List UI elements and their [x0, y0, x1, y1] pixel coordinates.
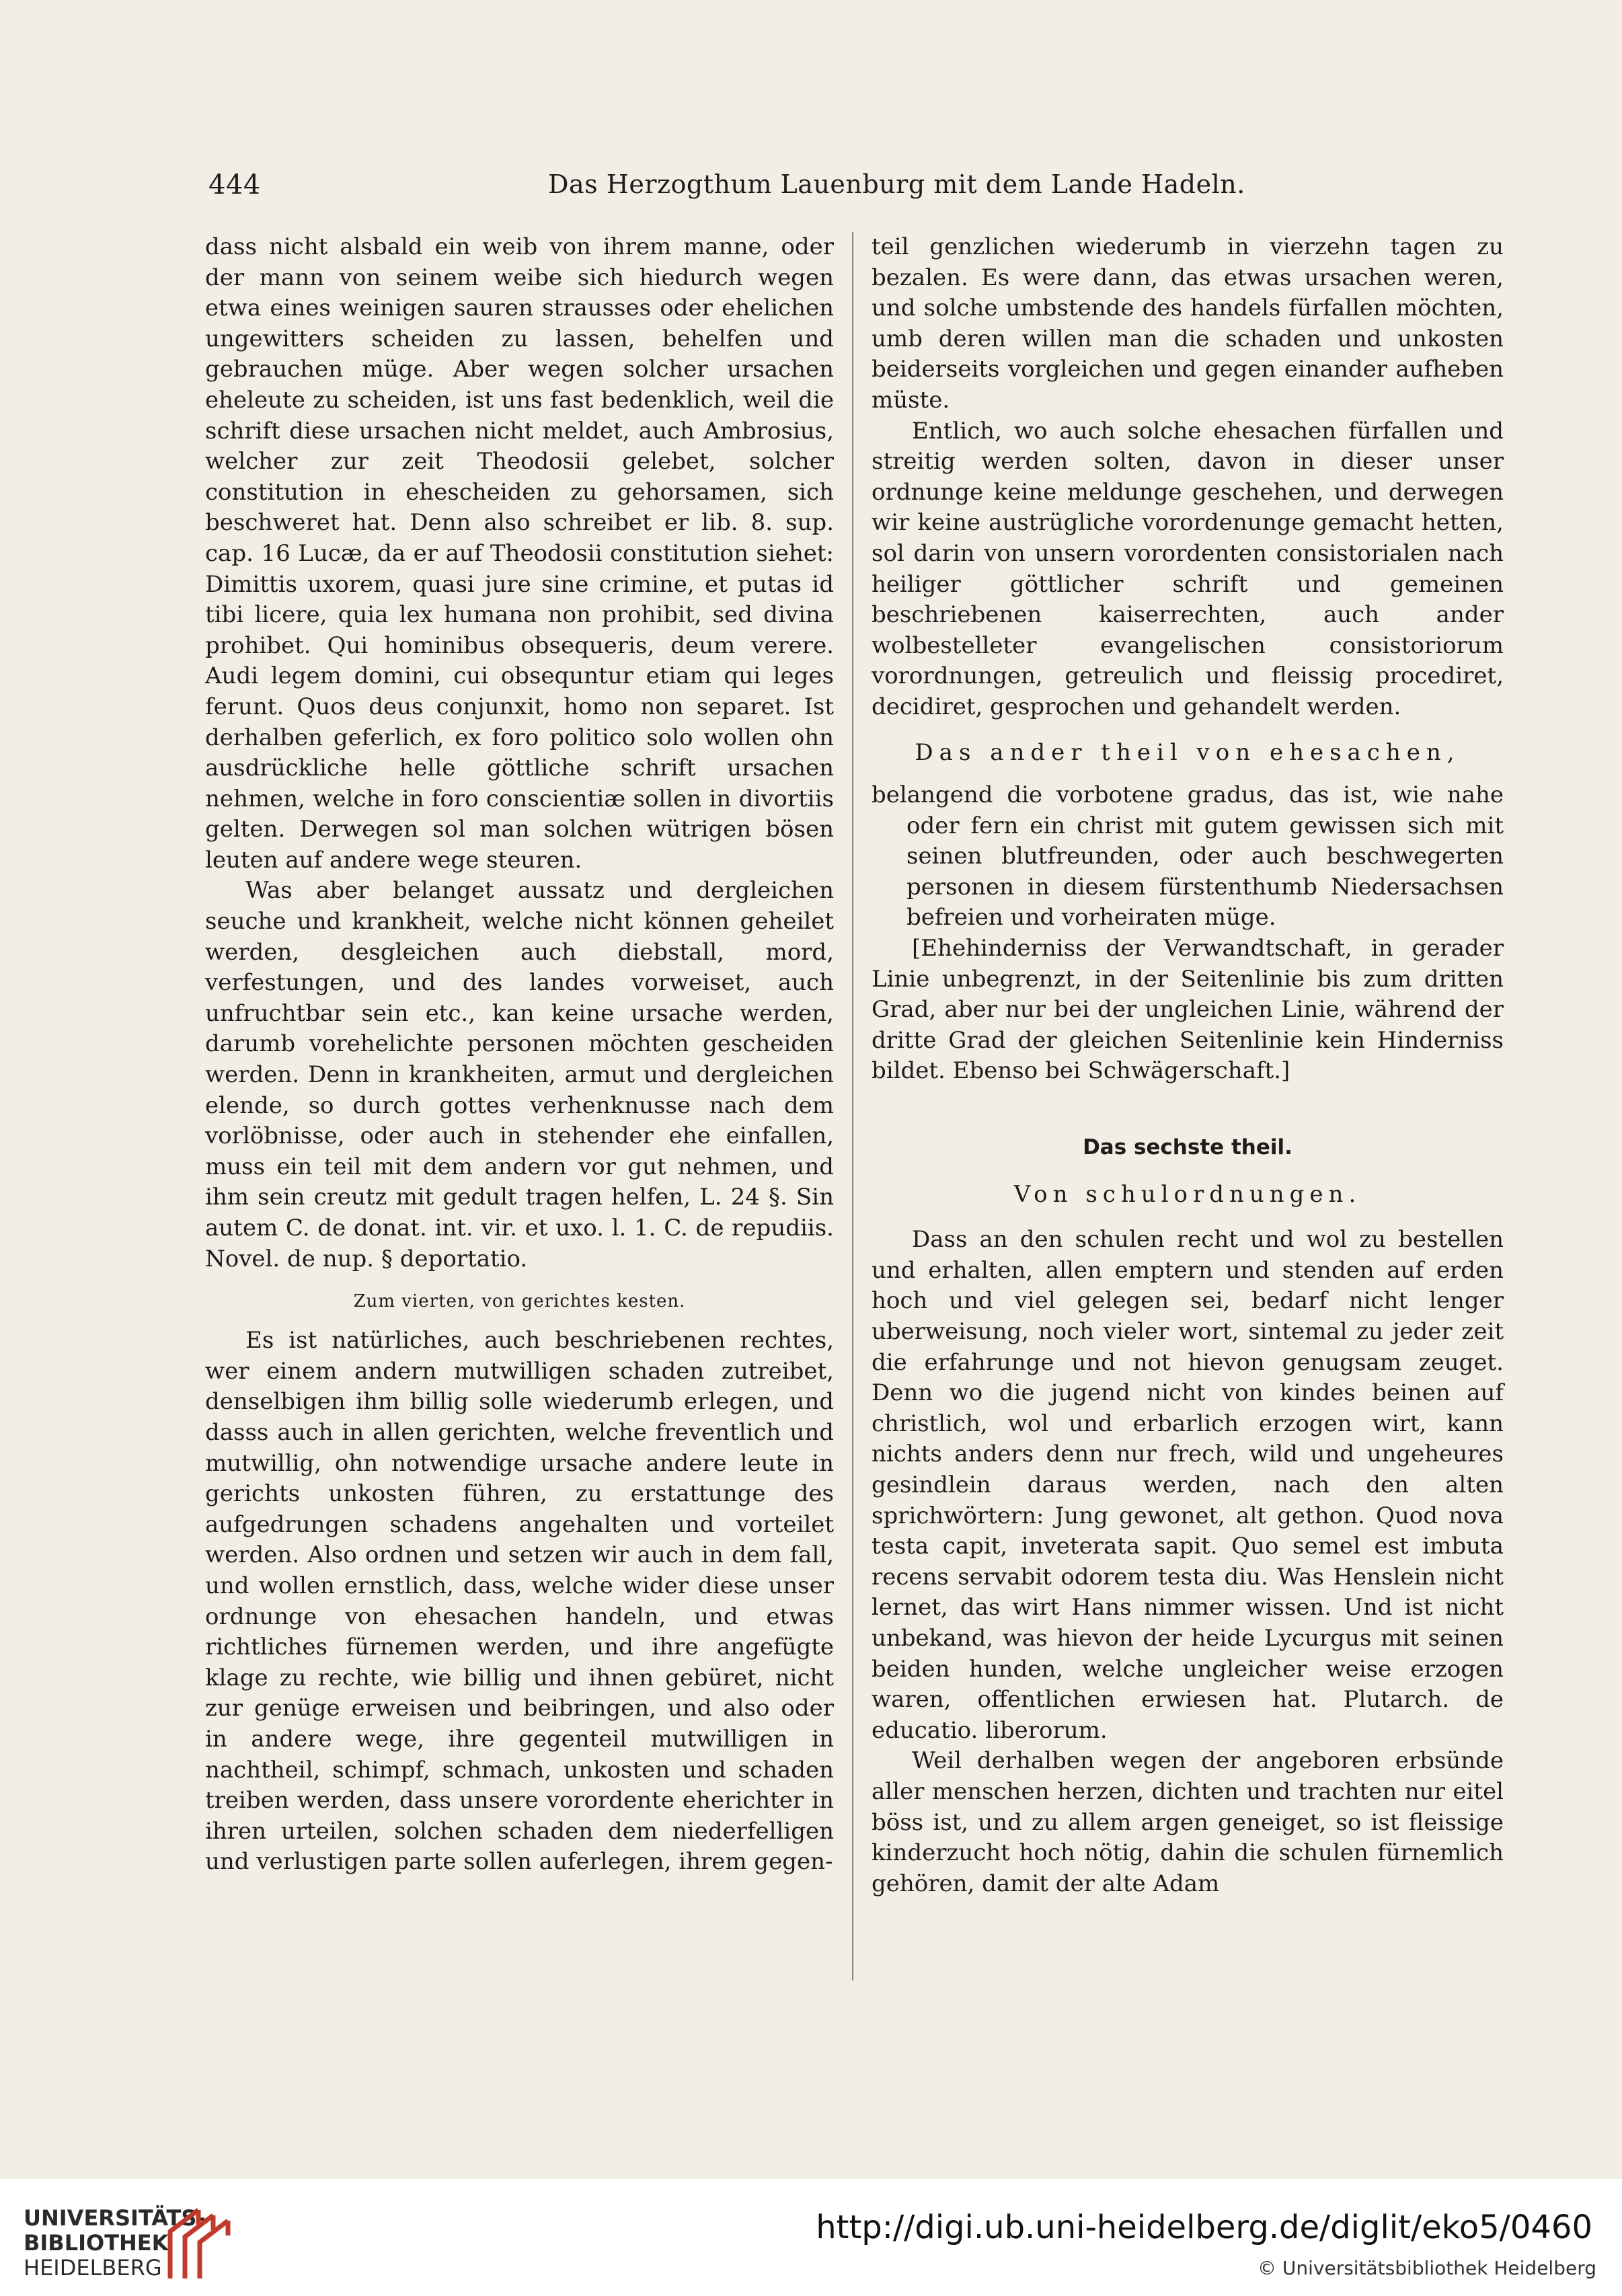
page-title: Das Herzogthum Lauenburg mit dem Lande Hadeln.	[548, 169, 1245, 199]
paragraph: Weil derhalben wegen der angeboren erbsünde aller menschen herzen, dichten und trachten nur eitel böss ist, und zu allem argen geneiget, so ist fleissige kinderzucht hoch nötig, dahin die schulen fürnemlich gehören, damit der alte Adam	[872, 1747, 1504, 1897]
subheading: Zum vierten, von gerichtes kesten.	[353, 1291, 686, 1312]
right-column	[872, 232, 1504, 1899]
footer-bar	[0, 2179, 1622, 2296]
section-heading: Das sechste theil.	[1083, 1135, 1292, 1160]
paragraph: Entlich, wo auch solche ehesachen fürfallen und streitig werden solten, davon in dieser unser ordnunge keine meldunge geschehen, und derwegen wir keine austrügliche vorordenunge gemacht hetten, sol darin von unsern vorordenten consistorialen nach heiliger göttlicher schrift und gemeinen beschriebenen kaiserrechten, auch ander wolbestelleter evangelischen consistoriorum vorordnungen, getreulich und fleissig procediret, decidiret, gesprochen und gehandelt werden.	[872, 417, 1504, 720]
paragraph: teil genzlichen wiederumb in vierzehn tagen zu bezalen. Es were dann, das etwas ursachen weren, und solche umbstende des handels fürfallen möchten, umb deren willen man die schaden und unkosten beiderseits vorgleichen und gegen einander aufheben müste.	[872, 233, 1504, 414]
library-logo-icon[interactable]	[158, 2198, 239, 2282]
paragraph: Dass an den schulen recht und wol zu bestellen und erhalten, allen emptern und stenden auf erden hoch und viel gelegen sei, bedarf nicht lenger uberweisung, noch vieler wort, sintemal zu jeder zeit die erfahrunge und not hievon genugsam zeuget. Denn wo die jugend nicht von kindes beinen auf christlich, wol und erbarlich erzogen wirt, kann nichts anders denn nur frech, wild und ungeheures gesindlein daraus werden, nach den alten sprichwörtern: Jung gewonet, alt gethon. Quod nova testa capit, inveterata sapit. Quo semel est imbuta recens servabit odorem testa diu. Was Henslein nicht lernet, das wirt Hans nimmer wissen. Und ist nicht unbekand, was hievon der heide Lycurgus mit seinen beiden hunden, welche ungleicher weise erzogen waren, offentlichen erwiesen hat. Plutarch. de educatio. liberorum.	[872, 1226, 1504, 1744]
paragraph: Was aber belanget aussatz und dergleichen seuche und krankheit, welche nicht können geheilet werden, desgleichen auch diebstall, mord, verfestungen, und des landes vorweiset, auch unfruchtbar sein etc., kan keine ursache werden, darumb vorehelichte personen möchten gescheiden werden. Denn in krankheiten, armut und dergleichen elende, so durch gottes verhenknusse nach dem vorlöbnisse, oder auch in stehender ehe einfallen, muss ein teil mit dem andern vor gut nehmen, und ihm sein creutz mit gedult tragen helfen, L. 24 §. Sin autem C. de donat. int. vir. et uxo. l. 1. C. de repudiis. Novel. de nup. § deportatio.	[205, 877, 834, 1272]
logo-line: BIBLIOTHEK	[24, 2230, 169, 2256]
copyright-notice: © Universitätsbibliothek Heidelberg	[1257, 2257, 1596, 2279]
page-number: 444	[208, 169, 261, 200]
logo-line: UNIVERSITÄTS-	[24, 2205, 206, 2231]
permalink-url[interactable]: http://digi.ub.uni-heidelberg.de/diglit/eko5/0460	[816, 2209, 1592, 2246]
paragraph: belangend die vorbotene gradus, das ist, wie nahe oder fern ein christ mit gutem gewissen sich mit seinen blutfreunden, oder auch beschwegerten personen in diesem fürstenthumb Niedersachsen befreien und vorheiraten müge.	[872, 781, 1504, 931]
paragraph: dass nicht alsbald ein weib von ihrem manne, oder der mann von seinem weibe sich hiedurch wegen etwa eines weinigen sauren straussеs oder ehelichen ungewitters scheiden zu lassen, behelfen und gebrauchen müge. Aber wegen solcher ursachen eheleute zu scheiden, ist uns fast bedenklich, weil die schrift diese ursachen nicht meldet, auch Ambrosius, welcher zur zeit Theodosii gelebet, solcher constitution in ehescheiden zu gehorsamen, sich beschweret hat. Denn also schreibet er lib. 8. sup. cap. 16 Lucæ, da er auf Theodosii constitution siehet: Dimittis uxorem, quasi jure sine crimine, et putas id tibi licere, quia lex humana non prohibit, sed divina prohibet. Qui hominibus obsequeris, deum verere. Audi legem domini, cui obsequntur etiam qui leges ferunt. Quos deus conjunxit, homo non separet. Ist derhalben geferlich, ex foro politico solo wollen ohn ausdrückliche helle göttliche schrift ursachen nehmen, welche in foro conscientiæ sollen in divortiis gelten. Derwegen sol man solchen wütrigen bösen leuten auf andere wege steuren.	[205, 233, 834, 874]
paragraph: Es ist natürliches, auch beschriebenen rechtes, wer einem andern mutwilligen schaden zutreibet, denselbigen ihm billig solle wiederumb erlegen, und dasss auch in allen gerichten, welche freventlich und mutwillig, ohn notwendige ursache andere leute in gerichts unkosten führen, zu erstattunge des aufgedrungen schadens angehalten und vorteilet werden. Also ordnen und setzen wir auch in dem fall, und wollen ernstlich, dass, welche wider diese unser ordnunge von ehesachen handeln, und etwas richtliches fürnemen werden, und ihre angefügte klage zu rechte, wie billig und ihnen gebüret, nicht zur genüge erweisen und beibringen, und also oder in andere wege, ihre gegenteil mutwilligen in nachtheil, schimpf, schmach, unkosten und schaden treiben werden, dass unsere vorordente eherichter in ihren urteilen, solchen schaden dem niederfelligen und verlustigen parte sollen auferlegen, ihrem gegen-	[205, 1327, 834, 1876]
running-head	[202, 169, 1527, 210]
logo-line: HEIDELBERG	[24, 2255, 162, 2281]
editorial-note: [Ehehinderniss der Verwandtschaft, in gerader Linie unbegrenzt, in der Seitenlinie bis zum dritten Grad, aber nur bei der ungleichen Linie, während der dritte Grad der gleichen Seitenlinie kein Hinderniss bildet. Ebenso bei Schwägerschaft.]	[872, 935, 1504, 1085]
section-subheading: Von schulordnungen.	[1013, 1180, 1362, 1208]
column-divider	[852, 232, 853, 1981]
part-heading: Das ander theil von ehesachen,	[915, 738, 1461, 766]
left-column	[205, 232, 834, 1878]
